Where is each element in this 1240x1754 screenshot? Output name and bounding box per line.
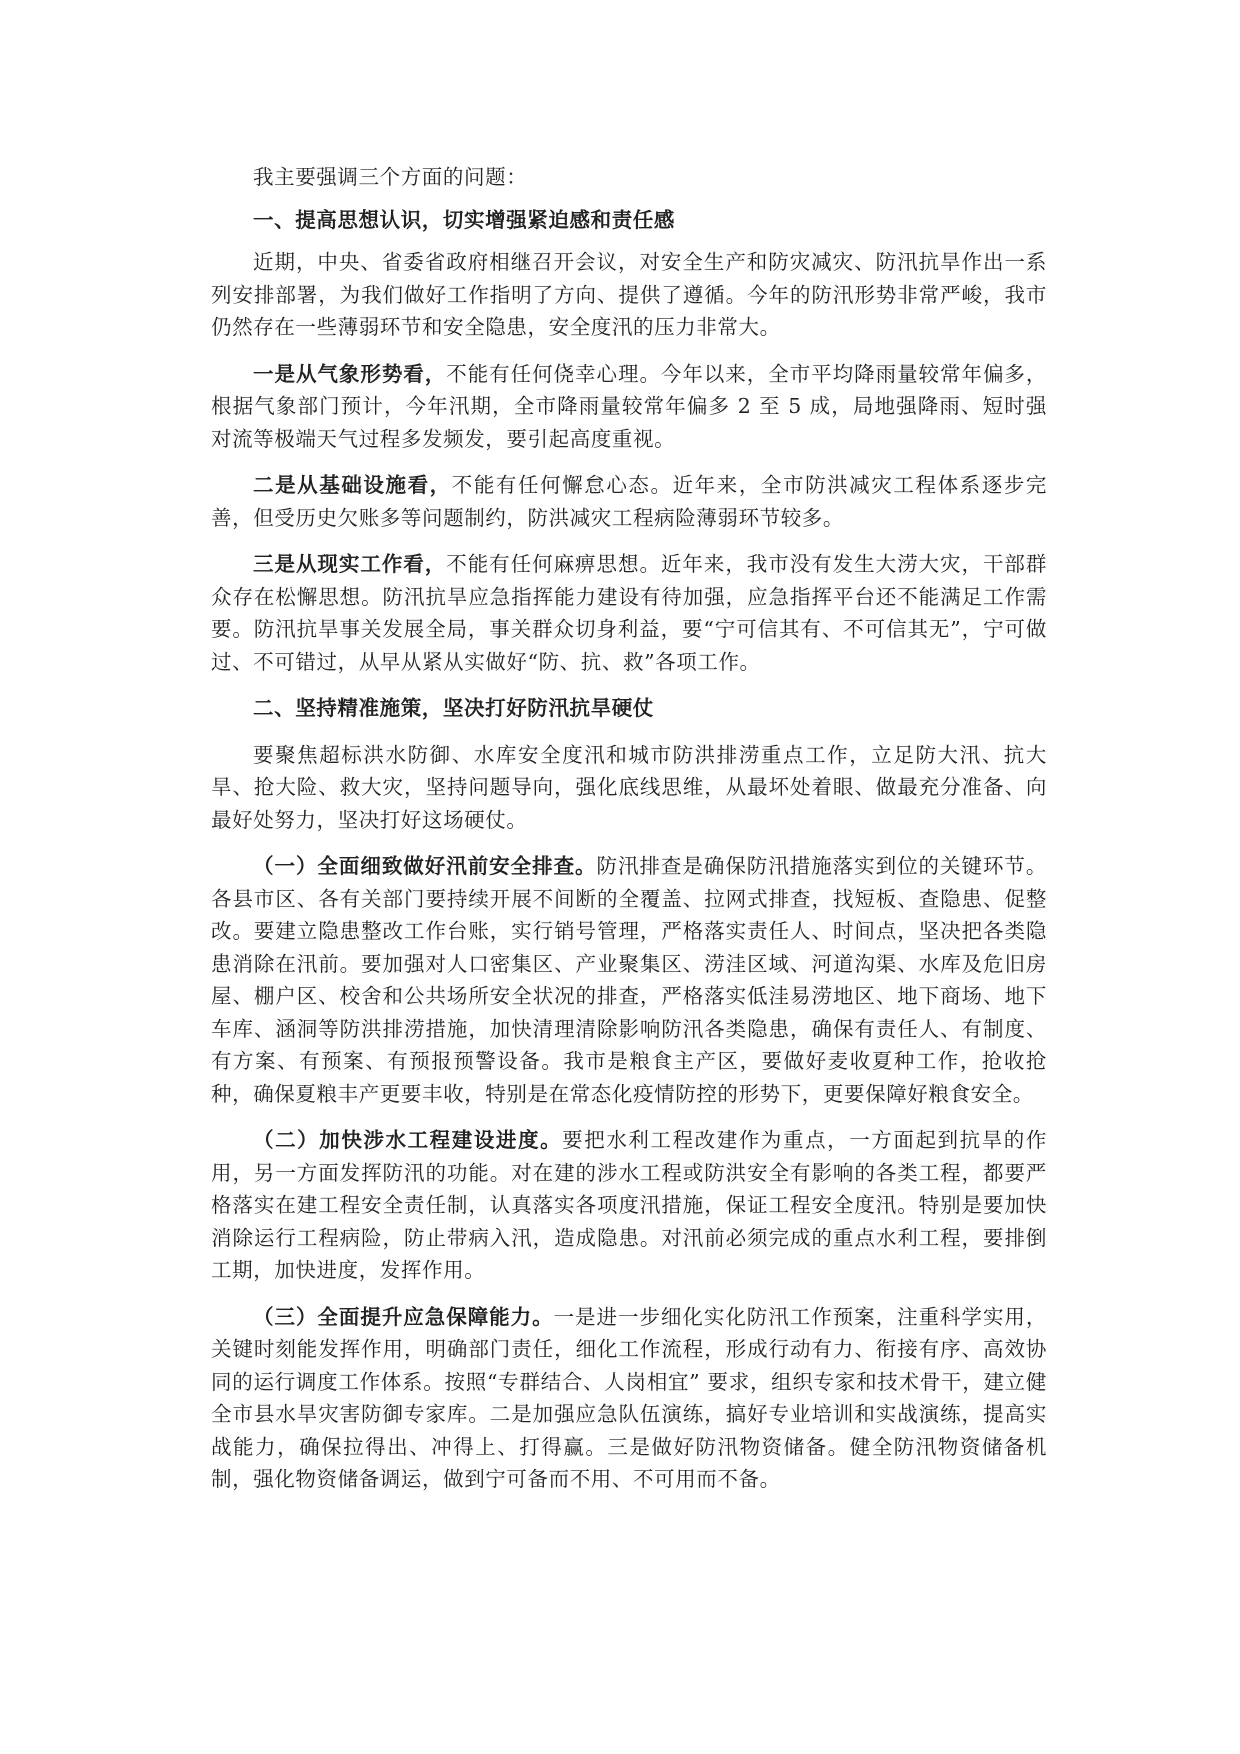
point-lead-1: 一是从气象形势看， [253, 361, 447, 386]
point-text-1: 不能有任何侥幸心理。今年以来，全市平均降雨量较常年偏多，根据气象部门预计，今年汛期，全市降雨量较常年偏多 2 至 5 成，局地强降雨、短时强对流等极端天气过程多发频发，要引起高度重视。 [211, 361, 1047, 451]
item-text-2: 要把水利工程改建作为重点，一方面起到抗旱的作用，另一方面发挥防汛的功能。对在建的涉水工程或防洪安全有影响的各类工程，都要严格落实在建工程安全责任制，认真落实各项度汛措施，保证工程安全度汛。特别是要加快消除运行工程病险，防止带病入汛，造成隐患。对汛前必须完成的重点水利工程，要排倒工期，加快进度，发挥作用。 [211, 1128, 1047, 1282]
item-lead-2: （二）加快涉水工程建设进度。 [253, 1128, 563, 1152]
document-body [211, 161, 1047, 1496]
item-lead-3: （三）全面提升应急保障能力。 [253, 1304, 554, 1329]
item-paragraph-2 [211, 1124, 1047, 1287]
section2-paragraph: 要聚焦超标洪水防御、水库安全度汛和城市防洪排涝重点工作，立足防大汛、抗大旱、抢大险、救大灾，坚持问题导向，强化底线思维，从最坏处着眼、做最充分准备、向最好处努力，坚决打好这场硬仗。 [211, 742, 1047, 832]
section1-paragraph: 近期，中央、省委省政府相继召开会议，对安全生产和防灾减灾、防汛抗旱作出一系列安排部署，为我们做好工作指明了方向、提供了遵循。今年的防汛形势非常严峻，我市仍然存在一些薄弱环节和安全隐患，安全度汛的压力非常大。 [211, 250, 1047, 339]
point-lead-3: 三是从现实工作看， [253, 552, 447, 576]
point-text-2: 不能有任何懈怠心态。近年来，全市防洪减灾工程体系逐步完善，但受历史欠账多等问题制约，防洪减灾工程病险薄弱环节较多。 [211, 473, 1047, 530]
section-heading-1: 一、提高思想认识，切实增强紧迫感和责任感 [253, 207, 675, 232]
item-text-3: 一是进一步细化实化防汛工作预案，注重科学实用，关键时刻能发挥作用，明确部门责任，细化工作流程，形成行动有力、衔接有序、高效协同的运行调度工作体系。按照“专群结合、人岗相宜” 要求，组织专家和技术骨干，建立健全市县水旱灾害防御专家库。二是加强应急队伍演练，搞好专业培训和实战演练，提高实战能力，确保拉得出、冲得上、打得赢。三是做好防汛物资储备。健全防汛物资储备机制，强化物资储备调运，做到宁可备而不用、不可用而不备。 [211, 1304, 1047, 1491]
point-lead-2: 二是从基础设施看， [253, 473, 452, 497]
item-lead-1: （一）全面细致做好汛前安全排查。 [253, 854, 597, 878]
item-paragraph-1 [211, 850, 1047, 1110]
point-paragraph-2 [211, 469, 1047, 534]
item-paragraph-3 [211, 1301, 1047, 1496]
item-text-1: 防汛排查是确保防汛措施落实到位的关键环节。各县市区、各有关部门要持续开展不间断的全覆盖、拉网式排查，找短板、查隐患、促整改。要建立隐患整改工作台账，实行销号管理，严格落实责任人、时间点，坚决把各类隐患消除在汛前。要加强对人口密集区、产业聚集区、涝洼区域、河道沟渠、水库及危旧房屋、棚户区、校舍和公共场所安全状况的排查，严格落实低洼易涝地区、地下商场、地下车库、涵洞等防洪排涝措施，加快清理清除影响防汛各类隐患，确保有责任人、有制度、有方案、有预案、有预报预警设备。我市是粮食主产区，要做好麦收夏种工作，抢收抢种，确保夏粮丰产更要丰收，特别是在常态化疫情防控的形势下，更要保障好粮食安全。 [211, 854, 1047, 1106]
point-paragraph-1 [211, 358, 1047, 456]
point-paragraph-3 [211, 548, 1047, 678]
point-text-3: 不能有任何麻痹思想。近年来，我市没有发生大涝大灾，干部群众存在松懈思想。防汛抗旱应急指挥能力建设有待加强，应急指挥平台还不能满足工作需要。防汛抗旱事关发展全局，事关群众切身利益，要“宁可信其有、不可信其无”，宁可做过、不可错过，从早从紧从实做好“防、抗、救”各项工作。 [211, 552, 1047, 674]
intro-paragraph: 我主要强调三个方面的问题： [253, 165, 528, 189]
section-heading-2: 二、坚持精准施策，坚决打好防汛抗旱硬仗 [253, 696, 654, 720]
